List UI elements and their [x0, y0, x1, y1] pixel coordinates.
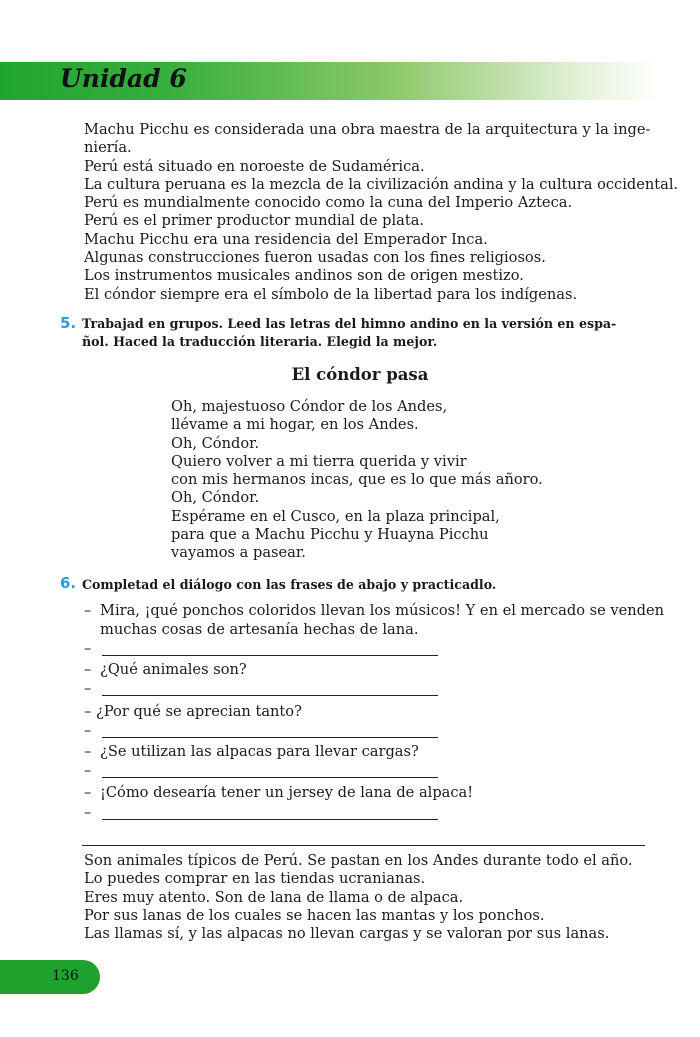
task-6-instruction: Completad el diálogo con las frases de abajo y practicadlo.: [82, 577, 497, 592]
statement-line: Algunas construcciones fueron usadas con los fines religiosos.: [84, 249, 546, 267]
dash: –: [84, 680, 92, 697]
statement-line: Perú está situado en noroeste de Sudamérica.: [84, 157, 425, 175]
answer-blank[interactable]: [102, 655, 438, 656]
dash: –: [84, 804, 92, 821]
dash: –: [84, 743, 92, 760]
dash: –: [84, 661, 92, 678]
dialog-text: ¿Se utilizan las alpacas para llevar cargas?: [100, 743, 419, 760]
lyric-line: Quiero volver a mi tierra querida y vivir: [171, 452, 467, 470]
dash: –: [84, 722, 92, 739]
song-title: El cóndor pasa: [291, 365, 429, 384]
dialog-text: Mira, ¡qué ponchos coloridos llevan los músicos! Y en el mercado se venden: [100, 602, 665, 619]
statement-line: Perú es el primer productor mundial de plata.: [84, 212, 425, 230]
page-number-tab: [0, 960, 100, 994]
statements-list: [84, 121, 678, 304]
separator-line: [82, 845, 645, 846]
answer-blank[interactable]: [102, 737, 438, 738]
dash: –: [84, 640, 92, 657]
unit-title: Unidad 6: [60, 64, 187, 93]
page-number: 136: [52, 968, 79, 984]
statement-line: Machu Picchu es considerada una obra maestra de la arquitectura y la inge-: [84, 121, 651, 138]
answer-options: [84, 852, 633, 943]
answer-blank[interactable]: [102, 695, 438, 696]
dash: –: [84, 703, 92, 720]
dash: –: [84, 784, 92, 801]
answer-blank[interactable]: [102, 819, 438, 820]
lyric-line: Espérame en el Cusco, en la plaza principal,: [171, 507, 500, 525]
dash: –: [84, 602, 92, 619]
answer-option: Lo puedes comprar en las tiendas ucranianas.: [84, 870, 426, 888]
statement-line: La cultura peruana es la mezcla de la civilización andina y la cultura occidental.: [84, 175, 679, 193]
answer-option: Eres muy atento. Son de lana de llama o de alpaca.: [84, 888, 464, 906]
answer-option: Las llamas sí, y las alpacas no llevan cargas y se valoran por sus lanas.: [84, 925, 610, 943]
task-5-instruction: [82, 315, 616, 351]
dialog-text: muchas cosas de artesanía hechas de lana.: [100, 621, 419, 638]
lyric-line: Oh, Cóndor.: [171, 489, 260, 507]
song-lyrics: [171, 398, 543, 563]
answer-blank[interactable]: [102, 777, 438, 778]
lyric-line: Oh, majestuoso Cóndor de los Andes,: [171, 398, 448, 415]
task-5-number: 5.: [60, 314, 77, 332]
dash: –: [84, 762, 92, 779]
task-6-number: 6.: [60, 574, 77, 592]
statement-line: Perú es mundialmente conocido como la cuna del Imperio Azteca.: [84, 194, 573, 212]
lyric-line: para que a Machu Picchu y Huayna Picchu: [171, 526, 489, 544]
statement-line: Los instrumentos musicales andinos son de origen mestizo.: [84, 267, 524, 285]
lyric-line: Oh, Cóndor.: [171, 434, 260, 452]
lyric-line: vayamos a pasear.: [171, 544, 306, 562]
task-5-line: ñol. Haced la traducción literaria. Elegid la mejor.: [82, 334, 438, 349]
lyric-line: con mis hermanos incas, que es lo que más añoro.: [171, 471, 543, 489]
dialog-text: ¿Qué animales son?: [100, 661, 247, 678]
answer-option: Son animales típicos de Perú. Se pastan en los Andes durante todo el año.: [84, 852, 633, 869]
statement-line: Machu Picchu era una residencia del Emperador Inca.: [84, 230, 488, 248]
statement-line: El cóndor siempre era el símbolo de la libertad para los indígenas.: [84, 285, 578, 303]
dialog-text: ¡Cómo desearía tener un jersey de lana de alpaca!: [100, 784, 474, 801]
statement-line: niería.: [84, 139, 132, 157]
dialog-text: ¿Por qué se aprecian tanto?: [96, 703, 302, 720]
answer-option: Por sus lanas de los cuales se hacen las mantas y los ponchos.: [84, 906, 545, 924]
lyric-line: llévame a mi hogar, en los Andes.: [171, 416, 419, 434]
task-5-line: Trabajad en grupos. Leed las letras del himno andino en la versión en espa-: [82, 316, 617, 331]
